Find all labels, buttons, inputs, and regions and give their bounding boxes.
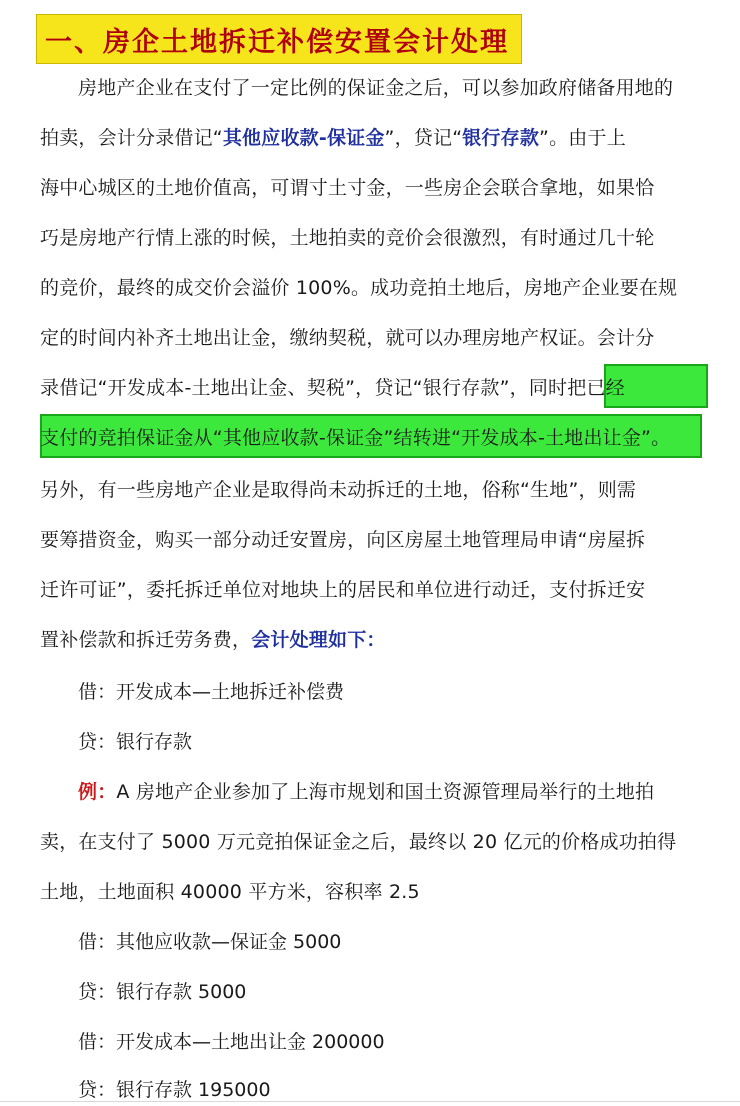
para1-line8-end: 。 <box>651 427 671 449</box>
entry-credit-bank-195000: 贷：银行存款 195000 <box>78 1079 271 1101</box>
example-line3: 土地，土地面积 40000 平方米，容积率 2.5 <box>40 881 420 903</box>
para1-line1: 房地产企业在支付了一定比例的保证金之后，可以参加政府储备用地的 <box>78 77 674 99</box>
para1-line8-highlight: 支付的竞拍保证金从“其他应收款-保证金”结转进“开发成本-土地出让金” <box>40 427 652 449</box>
para1-line10: 要筹措资金，购买一部分动迁安置房，向区房屋土地管理局申请“房屋拆 <box>40 529 646 551</box>
para1-line12-text-a: 置补偿款和拆迁劳务费， <box>40 629 252 651</box>
para1-line2-text-c: ”，贷记“ <box>384 127 463 149</box>
entry-debit-land-transfer: 借：开发成本—土地出让金 200000 <box>78 1031 385 1053</box>
para1-line12 <box>40 628 386 652</box>
para1-line4: 巧是房地产行情上涨的时候，土地拍卖的竞价会很激烈，有时通过几十轮 <box>40 227 655 249</box>
entry-debit-land-demolition: 借：开发成本—土地拆迁补偿费 <box>78 681 345 703</box>
para1-line11: 迁许可证”，委托拆迁单位对地块上的居民和单位进行动迁，支付拆迁安 <box>40 579 646 601</box>
para1-line9: 另外，有一些房地产企业是取得尚未动拆迁的土地，俗称“生地”，则需 <box>40 479 637 501</box>
example-line2: 卖，在支付了 5000 万元竞拍保证金之后，最终以 20 亿元的价格成功拍得 <box>40 831 677 853</box>
para1-line2-text-a: 拍卖，会计分录借记“ <box>40 127 223 149</box>
example-line1-text: A 房地产企业参加了上海市规划和国土资源管理局举行的土地拍 <box>116 781 655 803</box>
para1-line7 <box>40 376 625 400</box>
entry-debit-deposit: 借：其他应收款—保证金 5000 <box>78 931 342 953</box>
account-bank-deposit: 银行存款 <box>462 127 540 149</box>
para1-line7-highlight: 同时把已经 <box>528 377 625 399</box>
para1-line2 <box>40 126 626 150</box>
para1-line8 <box>40 426 670 450</box>
para1-line7-text-a: 录借记“开发成本-土地出让金、契税”，贷记“银行存款”， <box>40 377 529 399</box>
example-label: 例： <box>78 781 117 803</box>
para1-line3: 海中心城区的土地价值高，可谓寸土寸金，一些房企会联合拿地，如果恰 <box>40 177 655 199</box>
example-line1 <box>78 780 654 804</box>
accounting-treatment-heading: 会计处理如下： <box>251 629 386 651</box>
account-other-receivable-deposit: 其他应收款-保证金 <box>222 127 385 149</box>
bottom-divider <box>0 1101 740 1102</box>
section-title: 一、房企土地拆迁补偿安置会计处理 <box>45 26 509 58</box>
para1-line2-text-e: ”。由于上 <box>539 127 626 149</box>
para1-line6: 定的时间内补齐土地出让金，缴纳契税，就可以办理房地产权证。会计分 <box>40 327 655 349</box>
para1-line5: 的竞价，最终的成交价会溢价 100%。成功竞拍土地后，房地产企业要在规 <box>40 277 678 299</box>
entry-credit-bank-5000: 贷：银行存款 5000 <box>78 981 247 1003</box>
entry-credit-bank: 贷：银行存款 <box>78 731 193 753</box>
section-title-banner <box>36 14 522 64</box>
